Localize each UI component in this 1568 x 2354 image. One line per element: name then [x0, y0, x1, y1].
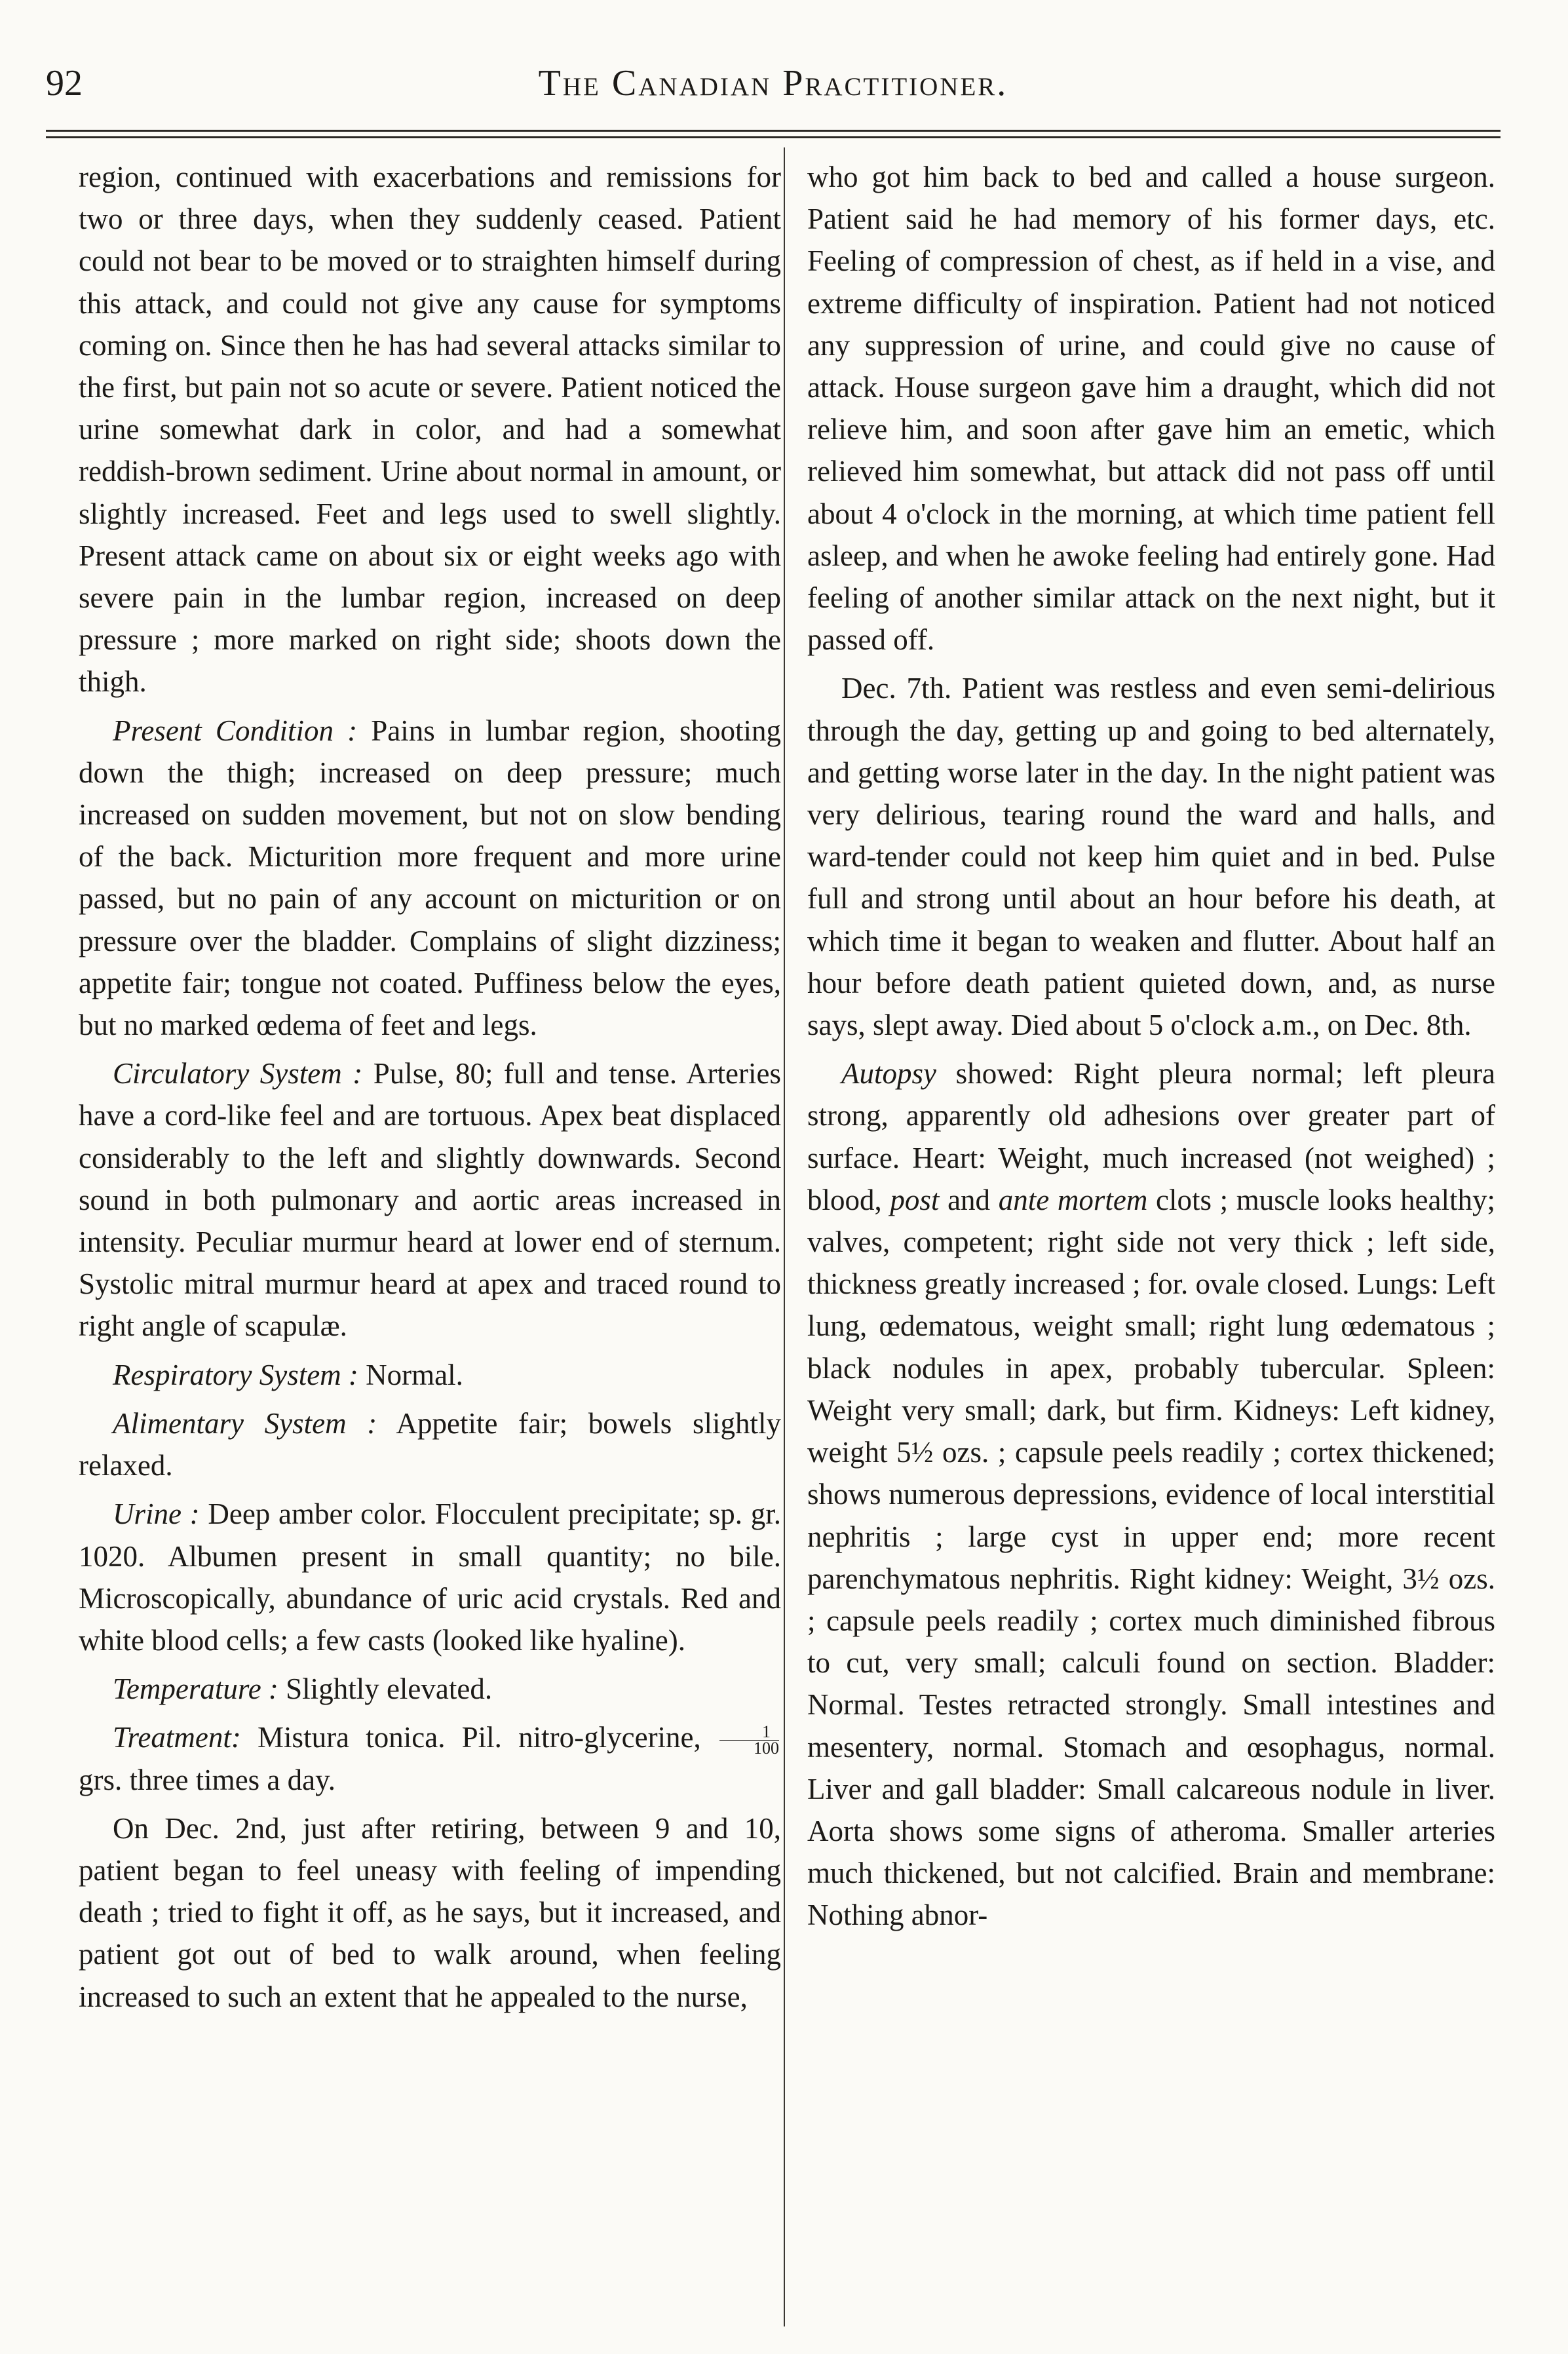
fraction-numerator: 1	[719, 1724, 779, 1741]
paragraph	[807, 156, 1495, 661]
paragraph-alimentary-system	[79, 1402, 781, 1486]
left-column	[79, 156, 781, 2024]
paragraph-treatment	[79, 1716, 781, 1800]
section-heading: Urine :	[113, 1497, 200, 1531]
paragraph-text: Pains in lumbar region, shooting down the thigh; increased on deep pressure; much increased on sudden movement, but not on slow bending of the back. Micturition more frequent and more urine passed, but no pain of any account on micturition or on pressure over the bladder. Complains of slight dizziness; appetite fair; tongue not coated. Puffiness below the eyes, but no marked œdema of feet and legs.	[79, 714, 781, 1042]
paragraph-temperature	[79, 1668, 781, 1710]
section-heading: Autopsy	[841, 1057, 936, 1090]
paragraph-text: Deep amber color. Flocculent precipitate; sp. gr. 1020. Albumen present in small quantity; no bile. Microscopically, abundance of uric acid crystals. Red and white blood cells; a few casts (looked like hyaline).	[79, 1497, 781, 1657]
paragraph-text: Mistura tonica. Pil. nitro-glycerine,	[240, 1721, 701, 1754]
column-divider	[784, 147, 785, 2326]
italic-term: post	[890, 1183, 940, 1216]
right-column	[807, 156, 1495, 1943]
section-heading: Temperature :	[113, 1672, 278, 1706]
paragraph-text: showed: Right pleura normal; left pleura strong, apparently old adhesions over greater part of surface. Heart: Weight, much increased (not weighed) ; blood,	[807, 1057, 1495, 1216]
paragraph-text: clots ; muscle looks healthy; valves, competent; right side not very thick ; left side, thickness greatly increased ; for. ovale closed. Lungs: Left lung, œdematous, weight small; right lung œdematous ; black nodules in apex, probably tubercular. Spleen: Weight very small; dark, but firm. Kidneys: Left kidney, weight 5½ ozs. ; capsule peels readily ; cortex thickened; shows numerous depressions, evidence of local interstitial nephritis ; large cyst in upper end; more recent parenchymatous nephritis. Right kidney: Weight, 3½ ozs. ; capsule peels readily ; cortex much diminished fibrous to cut, very small; calculi found on section. Bladder: Normal. Testes retracted strongly. Small intestines and mesentery, normal. Stomach and œsophagus, normal. Liver and gall bladder: Small calcareous nodule in liver. Aorta shows some signs of atheroma. Smaller arteries much thickened, but not calcified. Brain and membrane: Nothing abnor-	[807, 1183, 1495, 1932]
section-heading: Present Condition :	[113, 714, 358, 747]
paragraph-text: Slightly elevated.	[278, 1672, 493, 1706]
section-heading: Circulatory System :	[113, 1057, 363, 1090]
paragraph-dec-7th	[807, 667, 1495, 1046]
paragraph-autopsy	[807, 1052, 1495, 1936]
italic-term: ante mortem	[998, 1183, 1148, 1216]
paragraph-text: who got him back to bed and called a house surgeon. Patient said he had memory of his former days, etc. Feeling of compression of chest, as if held in a vise, and extreme difficulty of inspiration. Patient had not noticed any suppression of urine, and could give no cause of attack. House surgeon gave him a draught, which did not relieve him, and soon after gave him an emetic, which relieved him somewhat, but attack did not pass off until about 4 o'clock in the morning, at which time patient fell asleep, and when he awoke feeling had entirely gone. Had feeling of another similar attack on the next night, but it passed off.	[807, 161, 1495, 657]
paragraph-circulatory-system	[79, 1052, 781, 1347]
paragraph-text: grs. three times a day.	[79, 1763, 335, 1796]
paragraph-text: Appetite fair; bowels slightly relaxed.	[79, 1406, 781, 1482]
fraction-denominator: 100	[754, 1739, 780, 1758]
section-heading: Treatment:	[113, 1721, 241, 1754]
fraction	[719, 1724, 779, 1756]
paragraph-text: Pulse, 80; full and tense. Arteries have a cord-like feel and are tortuous. Apex beat displaced considerably to the left and slightly downwards. Second sound in both pulmonary and aortic areas increased in intensity. Peculiar murmur heard at lower end of sternum. Systolic mitral murmur heard at apex and traced round to right angle of scapulæ.	[79, 1057, 781, 1343]
section-heading: Respiratory System :	[113, 1358, 358, 1391]
page-header	[46, 62, 1501, 115]
section-heading: Alimentary System :	[113, 1406, 377, 1440]
paragraph-text: Normal.	[358, 1358, 463, 1391]
header-rule-bottom	[46, 136, 1501, 138]
paragraph-urine	[79, 1493, 781, 1661]
paragraph-text: and	[939, 1183, 999, 1216]
running-title: The Canadian Practitioner.	[538, 63, 1008, 104]
header-rule-top	[46, 130, 1501, 132]
paragraph-present-condition	[79, 710, 781, 1047]
paragraph-text: On Dec. 2nd, just after retiring, between 9 and 10, patient began to feel uneasy with feeling of impending death ; tried to fight it off, as he says, but it increased, and patient got out of bed to walk around, when feeling increased to such an extent that he appealed to the nurse,	[79, 1811, 781, 2013]
paragraph-text: region, continued with exacerbations and remissions for two or three days, when they suddenly ceased. Patient could not bear to be moved or to straighten himself during this attack, and could not give any cause for symptoms coming on. Since then he has had several attacks similar to the first, but pain not so acute or severe. Patient noticed the urine somewhat dark in color, and had a somewhat reddish-brown sediment. Urine about normal in amount, or slightly increased. Feet and legs used to swell slightly. Present attack came on about six or eight weeks ago with severe pain in the lumbar region, increased on deep pressure ; more marked on right side; shoots down the thigh.	[79, 161, 781, 699]
paragraph	[79, 156, 781, 703]
paragraph-dec-2nd	[79, 1807, 781, 2018]
paragraph-respiratory-system	[79, 1354, 781, 1396]
paragraph-text: Dec. 7th. Patient was restless and even semi-delirious through the day, getting up and going to bed alternately, and getting worse later in the day. In the night patient was very delirious, tearing round the ward and halls, and ward-tender could not keep him quiet and in bed. Pulse full and strong until about an hour before his death, at which time it began to weaken and flutter. About half an hour before death patient quieted down, and, as nurse says, slept away. Died about 5 o'clock a.m., on Dec. 8th.	[807, 672, 1495, 1042]
page-number: 92	[46, 63, 83, 104]
